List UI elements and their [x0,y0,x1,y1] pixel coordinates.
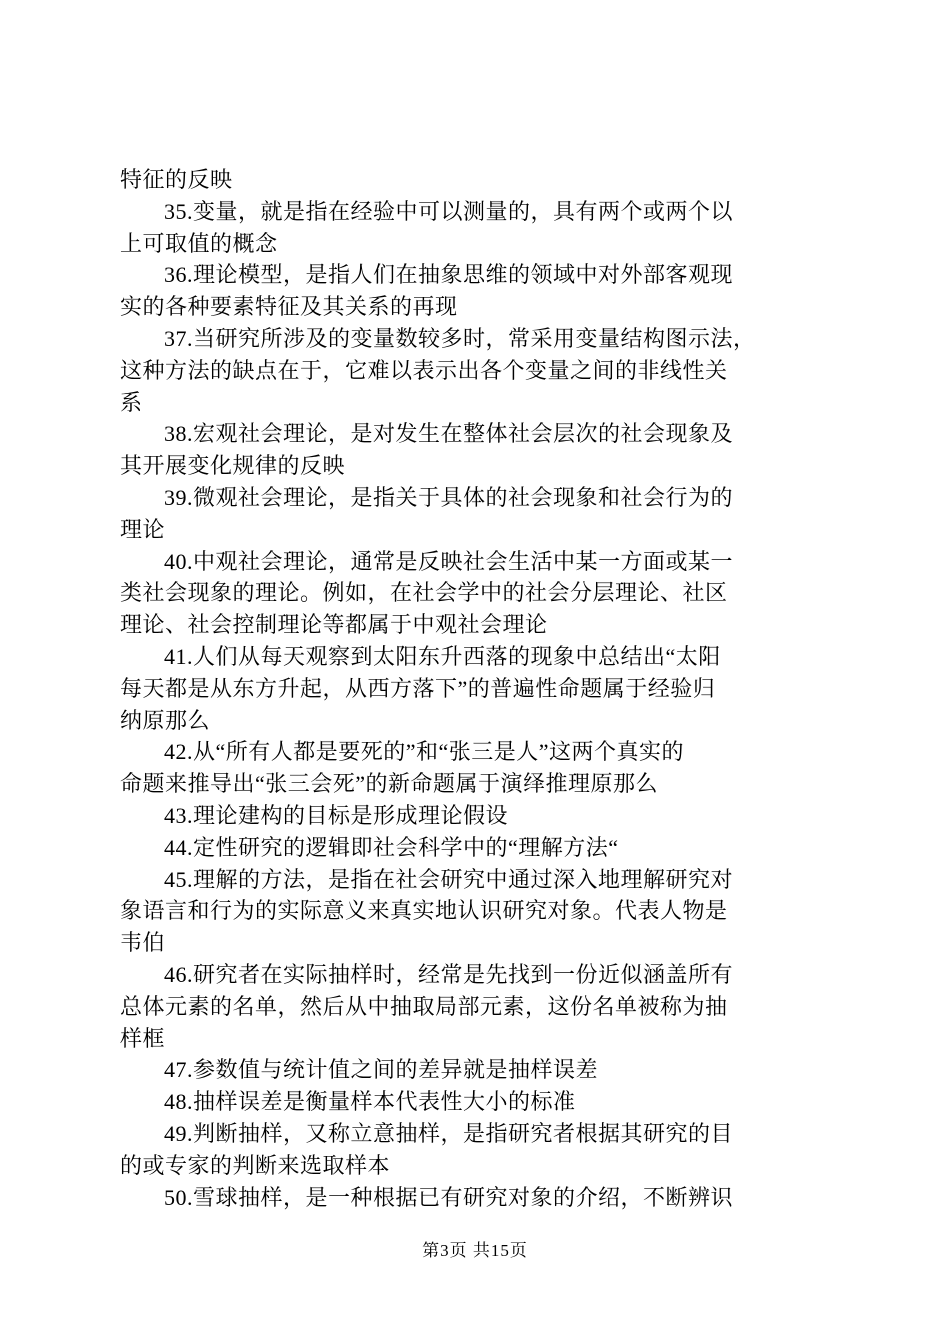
text-line: 类社会现象的理论。例如，在社会学中的社会分层理论、社区 [120,580,728,606]
text-line: 44.定性研究的逻辑即社会科学中的“理解方法“ [164,834,619,860]
paragraph [120,546,836,641]
text-line: 样框 [120,1025,166,1051]
paragraph [120,864,836,959]
text-line: 46.研究者在实际抽样时，经常是先找到一份近似涵盖所有 [164,961,734,987]
paragraph [120,832,836,864]
text-line: 39.微观社会理论，是指关于具体的社会现象和社会行为的 [164,484,734,510]
paragraph [120,1182,836,1214]
paragraph [120,1118,836,1182]
text-line: 40.中观社会理论，通常是反映社会生活中某一方面或某一 [164,548,734,574]
text-line: 总体元素的名单，然后从中抽取局部元素，这份名单被称为抽 [120,993,728,1019]
text-line: 38.宏观社会理论，是对发生在整体社会层次的社会现象及 [164,421,734,447]
text-line: 象语言和行为的实际意义来真实地认识研究对象。代表人物是 [120,898,728,924]
text-line: 纳原那么 [120,707,211,733]
text-line: 50.雪球抽样，是一种根据已有研究对象的介绍，不断辨识 [164,1184,734,1210]
text-line: 43.理论建构的目标是形成理论假设 [164,802,509,828]
text-line: 上可取值的概念 [120,230,278,256]
text-line: 命题来推导出“张三会死”的新命题属于演绎推理原那么 [120,771,659,797]
text-line: 的或专家的判断来选取样本 [120,1152,391,1178]
text-line: 特征的反映 [120,167,233,192]
text-line: 45.理解的方法，是指在社会研究中通过深入地理解研究对 [164,866,734,892]
text-line: 36.理论模型，是指人们在抽象思维的领域中对外部客观现 [164,262,734,288]
paragraph [120,736,836,800]
paragraph [120,1086,836,1118]
paragraph [120,1054,836,1086]
text-line: 49.判断抽样，又称立意抽样，是指研究者根据其研究的目 [164,1120,734,1146]
text-line: 实的各种要素特征及其关系的再现 [120,294,458,320]
paragraph [120,418,836,482]
text-line: 系 [120,389,143,415]
text-line: 每天都是从东方升起，从西方落下”的普遍性命题属于经验归 [120,675,716,701]
text-line: 35.变量，就是指在经验中可以测量的，具有两个或两个以 [164,198,734,224]
text-line: 37.当研究所涉及的变量数较多时，常采用变量结构图示法， [164,325,756,351]
text-line: 42.从“所有人都是要死的”和“张三是人”这两个真实的 [164,739,685,765]
document-body [120,164,836,1213]
text-line: 这种方法的缺点在于，它难以表示出各个变量之间的非线性关 [120,357,728,383]
text-line: 理论 [120,516,166,542]
paragraph [120,259,836,323]
text-line: 其开展变化规律的反映 [120,453,346,479]
text-line: 理论、社会控制理论等都属于中观社会理论 [120,612,548,638]
text-line: 47.参数值与统计值之间的差异就是抽样误差 [164,1057,599,1083]
paragraph [120,164,836,196]
paragraph [120,959,836,1054]
text-line: 韦伯 [120,930,166,956]
paragraph [120,482,836,546]
paragraph [120,196,836,260]
paragraph [120,641,836,736]
text-line: 41.人们从每天观察到太阳东升西落的现象中总结出“太阳 [164,643,721,669]
paragraph [120,800,836,832]
page-number-footer: 第3页 共15页 [422,1241,528,1260]
paragraph [120,323,836,418]
text-line: 48.抽样误差是衡量样本代表性大小的标准 [164,1089,576,1115]
